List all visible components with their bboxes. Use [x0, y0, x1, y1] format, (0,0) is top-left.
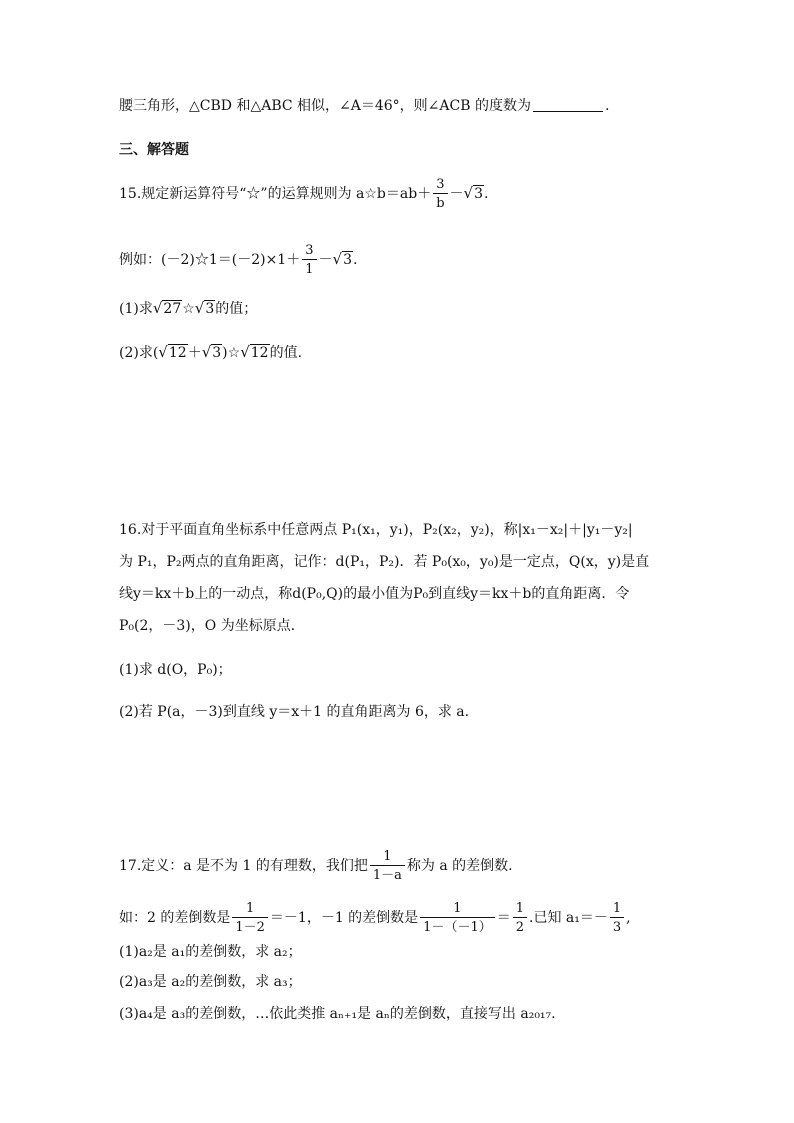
q17-given-fraction [610, 902, 624, 934]
q15-part1-radicand-a: 27 [163, 301, 182, 317]
q15-part2-close: )☆ [222, 345, 241, 361]
q15-part1-suffix: 的值； [215, 301, 258, 317]
q15-sqrt: √3 [463, 184, 484, 202]
q15-part2-radicand-c: 12 [250, 345, 269, 361]
q15-frac-num: 3 [433, 178, 447, 194]
q15-example [119, 244, 357, 276]
q15-part1 [119, 298, 257, 319]
q17-part1: (1)a₂是 a₁的差倒数，求 a₂； [119, 944, 302, 960]
q16-line3: 线y＝kx＋b上的一动点，称d(P₀,Q)的最小值为P₀到直线y＝kx＋b的直角距离．令 [119, 586, 630, 602]
q17-ex-prefix: 如：2 的差倒数是 [119, 910, 231, 926]
q17-stem-suffix: 称为 a 的差倒数. [406, 858, 513, 874]
q15-part2-sqrt-a: √12 [158, 343, 187, 361]
q15-ex-radicand: 3 [343, 252, 352, 268]
q17-stem-den: 1－a [372, 868, 402, 883]
q17-ex1-num: 1 [232, 902, 268, 918]
q17-ex1-den: 1－2 [235, 920, 265, 935]
q17-part2: (2)a₃是 a₂的差倒数，求 a₃； [119, 974, 302, 990]
q17-ex2-res-den: 2 [515, 920, 524, 935]
q15-ex-sqrt: √3 [332, 250, 352, 268]
plus-operator: ＋ [187, 345, 202, 361]
q16-line2: 为 P₁，P₂两点的直角距离，记作：d(P₁，P₂)．若 P₀(x₀，y₀)是一定点，Q(x，y)是直 [119, 554, 650, 570]
q15-part2-prefix: (2)求( [119, 345, 159, 361]
q15-part2-radicand-b: 3 [212, 345, 222, 361]
q15-part2-sqrt-b: √3 [201, 343, 222, 361]
q15-part1-sqrt-a: √27 [152, 299, 182, 317]
q17-stem [119, 850, 513, 882]
q17-ex2-eq: ＝ [496, 910, 511, 926]
q17-stem-prefix: 17.定义：a 是不为 1 的有理数，我们把 [119, 858, 368, 874]
q15-example-fraction [302, 244, 316, 276]
q15-radicand: 3 [474, 186, 484, 202]
q15-part2-sqrt-c: √12 [240, 343, 269, 361]
q15-part1-radicand-b: 3 [205, 301, 215, 317]
q15-stem-prefix: 15.规定新运算符号“☆”的运算规则为 a☆b＝ab＋ [119, 186, 432, 202]
q16-line4: P₀(2，－3)，O 为坐标原点． [119, 618, 305, 634]
q15-example-prefix: 例如：(－2)☆1＝(－2)×1＋ [119, 252, 301, 268]
q16-line1: 16.对于平面直角坐标系中任意两点 P₁(x₁，y₁)，P₂(x₂，y₂)，称|x₁－x₂|＋|y₁－y₂| [119, 522, 633, 538]
q15-period: . [484, 186, 489, 202]
q15-part2 [119, 342, 302, 363]
q17-part3: (3)a₄是 a₃的差倒数，…依此类推 aₙ₊₁是 aₙ的差倒数，直接写出 a₂₀₁₇. [119, 1006, 556, 1022]
q15-ex-minus: － [318, 252, 333, 268]
section-title: 三、解答题 [119, 142, 189, 158]
q17-given-prefix: .已知 a₁＝－ [529, 910, 608, 926]
q15-part2-suffix: 的值. [269, 345, 303, 361]
q16-part1: (1)求 d(O，P₀)； [119, 662, 232, 678]
q17-ex2-fraction [420, 902, 495, 934]
q15-part1-prefix: (1)求 [119, 301, 153, 317]
q15-ex-den: 1 [305, 262, 314, 277]
q17-stem-fraction [370, 850, 405, 882]
q15-part1-sqrt-b: √3 [194, 299, 215, 317]
answer-blank [533, 97, 603, 112]
q17-ex1-result: ＝－1，－1 的差倒数是 [269, 910, 419, 926]
q17-ex2-result-fraction [513, 902, 527, 934]
q17-example [119, 902, 631, 934]
q15-part2-radicand-a: 12 [168, 345, 187, 361]
q17-ex2-num: 1 [420, 902, 495, 918]
q15-minus: － [449, 186, 464, 202]
q15-ex-period: . [352, 252, 358, 268]
q16-part2: (2)若 P(a，－3)到直线 y＝x＋1 的直角距离为 6，求 a. [119, 704, 470, 720]
q17-given-num: 1 [610, 902, 624, 918]
q14-tail-text: 腰三角形，△CBD 和△ABC 相似，∠A＝46°，则∠ACB 的度数为 [119, 98, 531, 114]
star-operator: ☆ [182, 301, 195, 317]
q15-stem [119, 178, 488, 210]
q17-stem-num: 1 [370, 850, 405, 866]
q17-ex2-den: 1－（－1） [423, 920, 492, 935]
q15-frac-den: b [436, 196, 445, 211]
q15-ex-num: 3 [302, 244, 316, 260]
q17-ex2-res-num: 1 [513, 902, 527, 918]
q14-tail-line [119, 96, 609, 116]
q14-period: . [604, 98, 610, 114]
q17-ex1-fraction [232, 902, 268, 934]
q17-given-den: 3 [612, 920, 622, 935]
q15-fraction [433, 178, 447, 210]
q17-given-suffix: , [626, 910, 631, 926]
